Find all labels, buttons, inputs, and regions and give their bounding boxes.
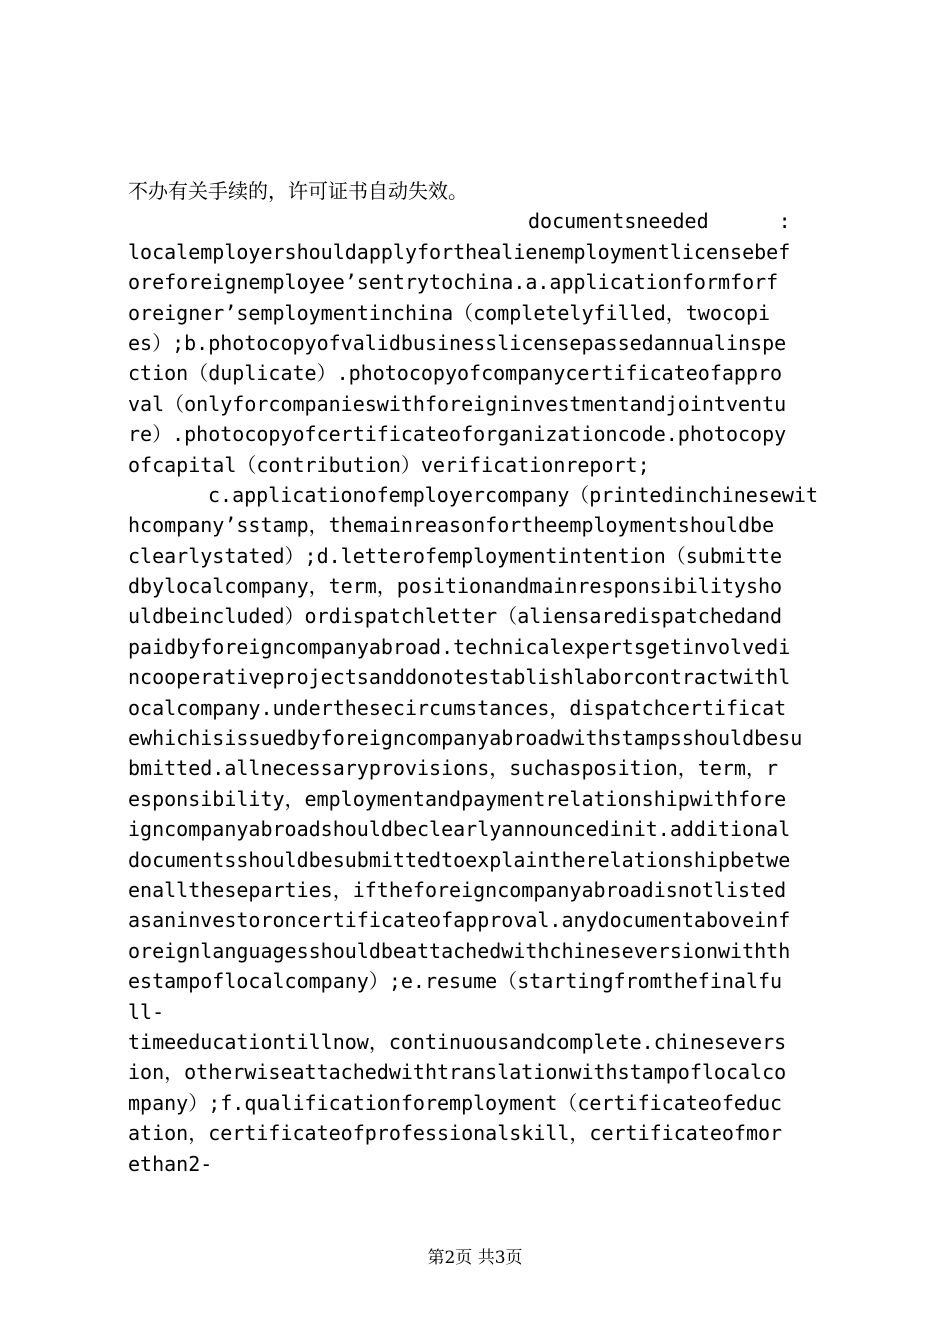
text-line: ll- <box>128 999 165 1024</box>
text-line: documentsshouldbesubmittedtoexplaintherelationshipbetwe <box>128 847 791 872</box>
text-line: 不办有关手续的，许可证书自动失效。 <box>128 179 468 203</box>
text-line: ofcapital（contribution）verificationreport; <box>128 452 650 477</box>
text-line: asaninvestoroncertificateofapproval.anydocumentaboveinf <box>128 908 791 933</box>
text-line: oreforeignemployee’sentrytochina.a.applicationformforf <box>128 270 779 295</box>
text-line: localemployershouldapplyforthealienemploymentlicensebef <box>128 239 791 264</box>
text-line: clearlystated）;d.letterofemploymentintention（submitte <box>128 543 783 568</box>
text-line: timeeducationtillnow，continuousandcomplete.chinesevers <box>128 1029 787 1054</box>
text-line-indented: c.applicationofemployercompany（printedinchinesewit <box>208 482 819 507</box>
text-line: ncooperativeprojectsanddonotestablishlaborcontractwithl <box>128 665 791 690</box>
text-line: estampoflocalcompany）;e.resume（startingfromthefinalfu <box>128 969 783 994</box>
text-line: bmitted.allnecessaryprovisions，suchasposition，term，r <box>128 756 779 781</box>
text-line: enalltheseparties，iftheforeigncompanyabroadisnotlisted <box>128 877 787 902</box>
text-line: oreigner’semploymentinchina（completelyfilled，twocopi <box>128 300 771 325</box>
text-line: esponsibility，employmentandpaymentrelationshipwithfore <box>128 786 787 811</box>
text-line: paidbyforeigncompanyabroad.technicalexpertsgetinvolvedi <box>128 634 791 659</box>
text-line: ewhichisissuedbyforeigncompanyabroadwithstampsshouldbesu <box>128 726 803 751</box>
documents-needed-label: documentsneeded <box>528 209 709 234</box>
text-line: oreignlanguagesshouldbeattachedwithchineseversionwithth <box>128 938 791 963</box>
text-line: es）;b.photocopyofvalidbusinesslicensepassedannualinspe <box>128 330 787 355</box>
text-line: mpany）;f.qualificationforemployment（certificateofeduc <box>128 1090 783 1115</box>
text-line: val（onlyforcompanieswithforeigninvestmentandjointventu <box>128 391 787 416</box>
text-line: ion，otherwiseattachedwithtranslationwithstampoflocalco <box>128 1060 787 1085</box>
text-line: re）.photocopyofcertificateoforganizationcode.photocopy <box>128 422 787 447</box>
document-body <box>128 176 834 1179</box>
text-line: ation，certificateofprofessionalskill，certificateofmor <box>128 1121 783 1146</box>
colon-mark: : <box>778 209 791 234</box>
page-number-footer: 第2页 共3页 <box>427 1248 523 1268</box>
text-line: ethan2- <box>128 1151 213 1176</box>
text-line-heading <box>128 206 834 236</box>
text-line: ocalcompany.underthesecircumstances，dispatchcertificat <box>128 695 787 720</box>
text-line: igncompanyabroadshouldbeclearlyannouncedinit.additional <box>128 817 791 842</box>
text-line: uldbeincluded）ordispatchletter（aliensaredispatchedand <box>128 604 783 629</box>
text-line: dbylocalcompany，term，positionandmainresponsibilitysho <box>128 574 783 599</box>
text-line: ction（duplicate）.photocopyofcompanycertificateofappro <box>128 361 783 386</box>
text-line: hcompany’sstamp，themainreasonfortheemploymentshouldbe <box>128 513 775 538</box>
